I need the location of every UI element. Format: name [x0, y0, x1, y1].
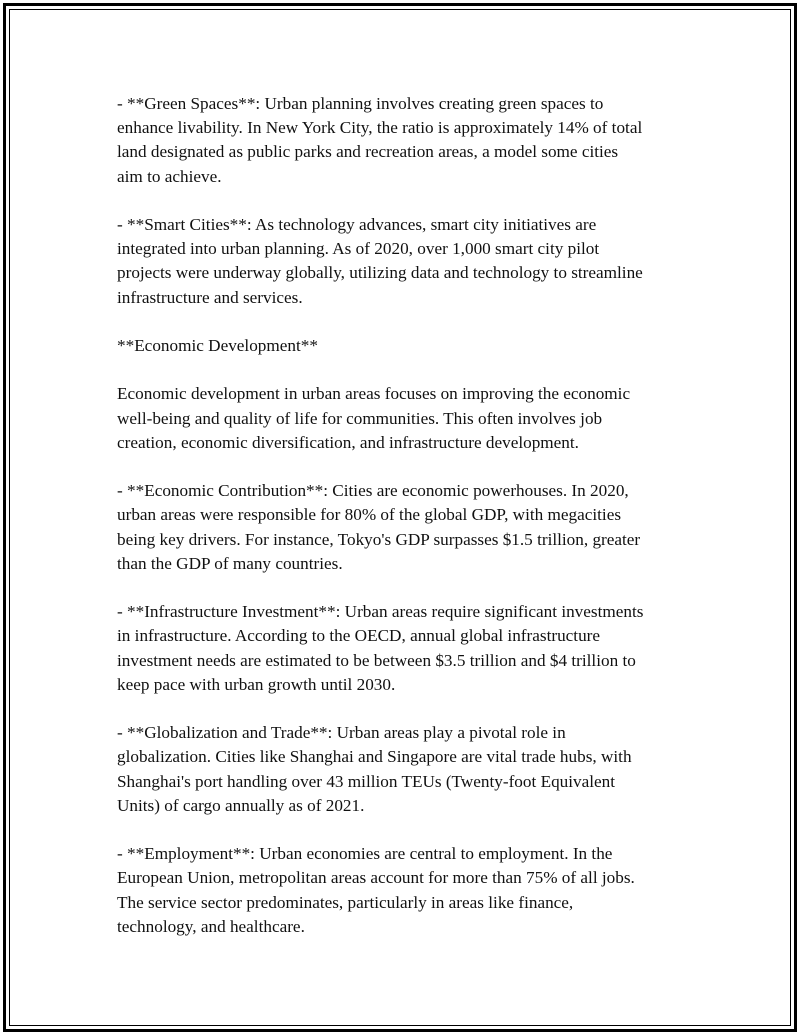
- bullet-employment: - **Employment**: Urban economies are central to employment. In the European Union, metropolitan areas account for more than 75% of all jobs. The service sector predominates, particularly in areas like finance, technology, and healthcare.: [117, 844, 635, 936]
- bullet-green-spaces: - **Green Spaces**: Urban planning involves creating green spaces to enhance livability. In New York City, the ratio is approximately 14% of total land designated as public parks and recreation areas, a model some cities aim to achieve.: [117, 94, 643, 186]
- intro-paragraph: Economic development in urban areas focuses on improving the economic well-being and quality of life for communities. This often involves job creation, economic diversification, and infrastructure development.: [117, 384, 631, 452]
- bullet-smart-cities: - **Smart Cities**: As technology advances, smart city initiatives are integrated into urban planning. As of 2020, over 1,000 smart city pilot projects were underway globally, utilizing data and technology to streamline infrastructure and services.: [117, 215, 643, 307]
- section-heading-economic-development: **Economic Development**: [117, 336, 318, 355]
- bullet-globalization-trade: - **Globalization and Trade**: Urban areas play a pivotal role in globalization. Cities like Shanghai and Singapore are vital trade hubs, with Shanghai's port handling over 43 million TEUs (Twenty-foot Equivalent Units) of cargo annually as of 2021.: [117, 723, 632, 815]
- bullet-infrastructure-investment: - **Infrastructure Investment**: Urban areas require significant investments in infrastructure. According to the OECD, annual global infrastructure investment needs are estimated to be between $3.5 trillion and $4 trillion to keep pace with urban growth until 2030.: [117, 602, 644, 694]
- document-body: [117, 92, 697, 963]
- bullet-economic-contribution: - **Economic Contribution**: Cities are economic powerhouses. In 2020, urban areas were responsible for 80% of the global GDP, with megacities being key drivers. For instance, Tokyo's GDP surpasses $1.5 trillion, greater than the GDP of many countries.: [117, 481, 641, 573]
